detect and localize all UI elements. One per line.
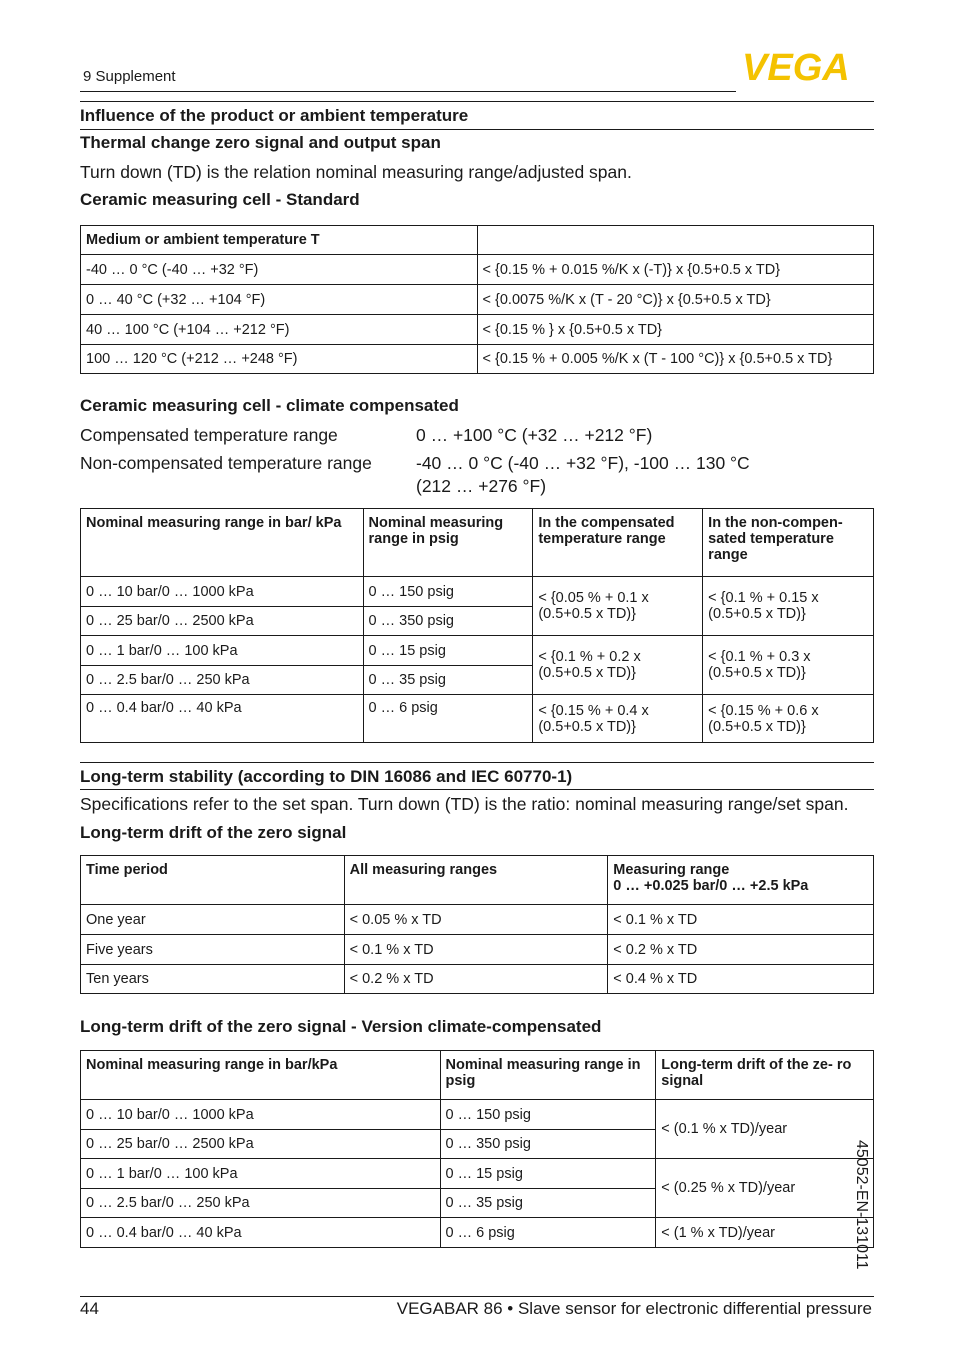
title-standard-cell: Ceramic measuring cell - Standard	[80, 190, 360, 209]
table-row	[81, 1159, 874, 1189]
table-header-cell: In the non-compen- sated temperature range	[703, 509, 874, 577]
table-row	[81, 345, 874, 374]
table-cell: One year	[81, 905, 345, 935]
table-cell: < (0.1 % x TD)/year	[656, 1100, 874, 1159]
table-cell: 0 … 350 psig	[440, 1130, 656, 1159]
table-cell: Ten years	[81, 965, 345, 994]
title-climate-compensated: Ceramic measuring cell - climate compensated	[80, 396, 459, 415]
header-divider	[80, 91, 736, 92]
compensated-range-label: Compensated temperature range	[80, 425, 338, 445]
table-row	[81, 965, 874, 994]
table-cell: 0 … 6 psig	[363, 695, 533, 743]
table-cell: < 0.1 % x TD	[608, 905, 874, 935]
compensated-range-value: 0 … +100 °C (+32 … +212 °F)	[416, 425, 653, 445]
table-row	[81, 905, 874, 935]
table-cell: < 0.2 % x TD	[344, 965, 608, 994]
table-cell: < 0.1 % x TD	[344, 935, 608, 965]
table-cell: 40 … 100 °C (+104 … +212 °F)	[81, 315, 478, 345]
table-header-cell: Medium or ambient temperature T	[81, 226, 478, 255]
title-zero-drift-climate: Long-term drift of the zero signal - Version climate-compensated	[80, 1017, 602, 1036]
table-cell: < 0.05 % x TD	[344, 905, 608, 935]
footer-title: VEGABAR 86 • Slave sensor for electronic differential pressure	[396, 1299, 872, 1318]
table-cell: < {0.15 % + 0.005 %/K x (T - 100 °C)} x {0.5+0.5 x TD}	[477, 345, 873, 374]
table-cell: < {0.1 % + 0.3 x (0.5+0.5 x TD)}	[703, 636, 874, 695]
table-cell: 0 … 15 psig	[363, 636, 533, 666]
table-header-cell: Nominal measuring range in psig	[363, 509, 533, 577]
title-zero-drift: Long-term drift of the zero signal	[80, 823, 347, 842]
table-cell: 0 … 150 psig	[363, 577, 533, 607]
table-cell: < (0.25 % x TD)/year	[656, 1159, 874, 1218]
section-title-long-term: Long-term stability (according to DIN 16086 and IEC 60770-1)	[80, 767, 573, 786]
table-cell: 0 … 15 psig	[440, 1159, 656, 1189]
table-cell: < {0.05 % + 0.1 x (0.5+0.5 x TD)}	[533, 577, 703, 636]
table-row	[81, 636, 874, 666]
rule-top	[80, 101, 874, 102]
table-row	[81, 315, 874, 345]
intro-long-term: Specifications refer to the set span. Turn down (TD) is the ratio: nominal measuring range/set span.	[80, 794, 849, 814]
table-row	[81, 577, 874, 607]
svg-text:VEGA: VEGA	[742, 50, 850, 84]
header-line: Measuring range	[613, 862, 730, 878]
table-cell: 0 … 150 psig	[440, 1100, 656, 1130]
table-header-cell: In the compensated temperature range	[533, 509, 703, 577]
table-header-cell: All measuring ranges	[344, 856, 608, 905]
table-cell: 0 … 40 °C (+32 … +104 °F)	[81, 285, 478, 315]
subtitle-thermal-change: Thermal change zero signal and output span	[80, 133, 441, 152]
table-climate-compensated	[80, 508, 874, 743]
table-cell: < {0.15 % } x {0.5+0.5 x TD}	[477, 315, 873, 345]
table-cell: Five years	[81, 935, 345, 965]
noncompensated-range-value-cont: (212 … +276 °F)	[416, 476, 547, 496]
table-row	[81, 1100, 874, 1130]
section-header: 9 Supplement	[83, 68, 176, 85]
table-cell: < {0.15 % + 0.6 x (0.5+0.5 x TD)}	[703, 695, 874, 743]
table-cell: 0 … 350 psig	[363, 607, 533, 636]
table-row	[81, 935, 874, 965]
table-header-cell: Long-term drift of the ze- ro signal	[656, 1051, 874, 1100]
table-header-cell: Time period	[81, 856, 345, 905]
table-zero-drift-climate	[80, 1050, 874, 1248]
table-cell: 0 … 25 bar/0 … 2500 kPa	[81, 607, 364, 636]
table-cell: < {0.15 % + 0.015 %/K x (-T)} x {0.5+0.5 x TD}	[477, 255, 873, 285]
table-cell: -40 … 0 °C (-40 … +32 °F)	[81, 255, 478, 285]
vega-logo	[742, 50, 874, 84]
table-cell: 0 … 35 psig	[363, 666, 533, 695]
table-header-cell: Nominal measuring range in psig	[440, 1051, 656, 1100]
rule-under-title	[80, 129, 874, 130]
rule-long-term	[80, 762, 874, 763]
footer-divider	[80, 1296, 874, 1297]
table-cell: < 0.2 % x TD	[608, 935, 874, 965]
header-line: 0 … +0.025 bar/0 … +2.5 kPa	[613, 878, 809, 894]
table-cell: < {0.1 % + 0.2 x (0.5+0.5 x TD)}	[533, 636, 703, 695]
table-header-cell	[477, 226, 873, 255]
table-cell: 0 … 0.4 bar/0 … 40 kPa	[81, 695, 364, 743]
table-cell: < {0.15 % + 0.4 x (0.5+0.5 x TD)}	[533, 695, 703, 743]
table-cell: 0 … 1 bar/0 … 100 kPa	[81, 1159, 441, 1189]
table-row	[81, 695, 874, 743]
rule-under-long-term	[80, 789, 874, 790]
table-cell: 0 … 1 bar/0 … 100 kPa	[81, 636, 364, 666]
table-cell: < (1 % x TD)/year	[656, 1218, 874, 1248]
table-header-cell: Nominal measuring range in bar/kPa	[81, 1051, 441, 1100]
table-cell: 0 … 6 psig	[440, 1218, 656, 1248]
table-standard-cell	[80, 225, 874, 374]
intro-turn-down: Turn down (TD) is the relation nominal measuring range/adjusted span.	[80, 162, 632, 182]
table-cell: 0 … 2.5 bar/0 … 250 kPa	[81, 1189, 441, 1218]
table-row	[81, 1218, 874, 1248]
table-cell: < {0.0075 %/K x (T - 20 °C)} x {0.5+0.5 x TD}	[477, 285, 873, 315]
table-zero-drift	[80, 855, 874, 994]
document-code: 45052-EN-131011	[853, 1140, 870, 1270]
table-cell: 0 … 10 bar/0 … 1000 kPa	[81, 577, 364, 607]
table-row	[81, 255, 874, 285]
table-cell: 0 … 10 bar/0 … 1000 kPa	[81, 1100, 441, 1130]
table-cell: 0 … 2.5 bar/0 … 250 kPa	[81, 666, 364, 695]
table-cell: 100 … 120 °C (+212 … +248 °F)	[81, 345, 478, 374]
table-cell: < {0.1 % + 0.15 x (0.5+0.5 x TD)}	[703, 577, 874, 636]
table-header-cell: Nominal measuring range in bar/ kPa	[81, 509, 364, 577]
table-cell: < 0.4 % x TD	[608, 965, 874, 994]
table-cell: 0 … 25 bar/0 … 2500 kPa	[81, 1130, 441, 1159]
section-title-temperature: Influence of the product or ambient temperature	[80, 106, 469, 125]
page-number: 44	[80, 1299, 99, 1318]
table-header-cell	[608, 856, 874, 905]
table-cell: 0 … 0.4 bar/0 … 40 kPa	[81, 1218, 441, 1248]
noncompensated-range-value: -40 … 0 °C (-40 … +32 °F), -100 … 130 °C	[416, 453, 750, 473]
table-cell: 0 … 35 psig	[440, 1189, 656, 1218]
noncompensated-range-label: Non-compensated temperature range	[80, 453, 372, 473]
table-row	[81, 285, 874, 315]
